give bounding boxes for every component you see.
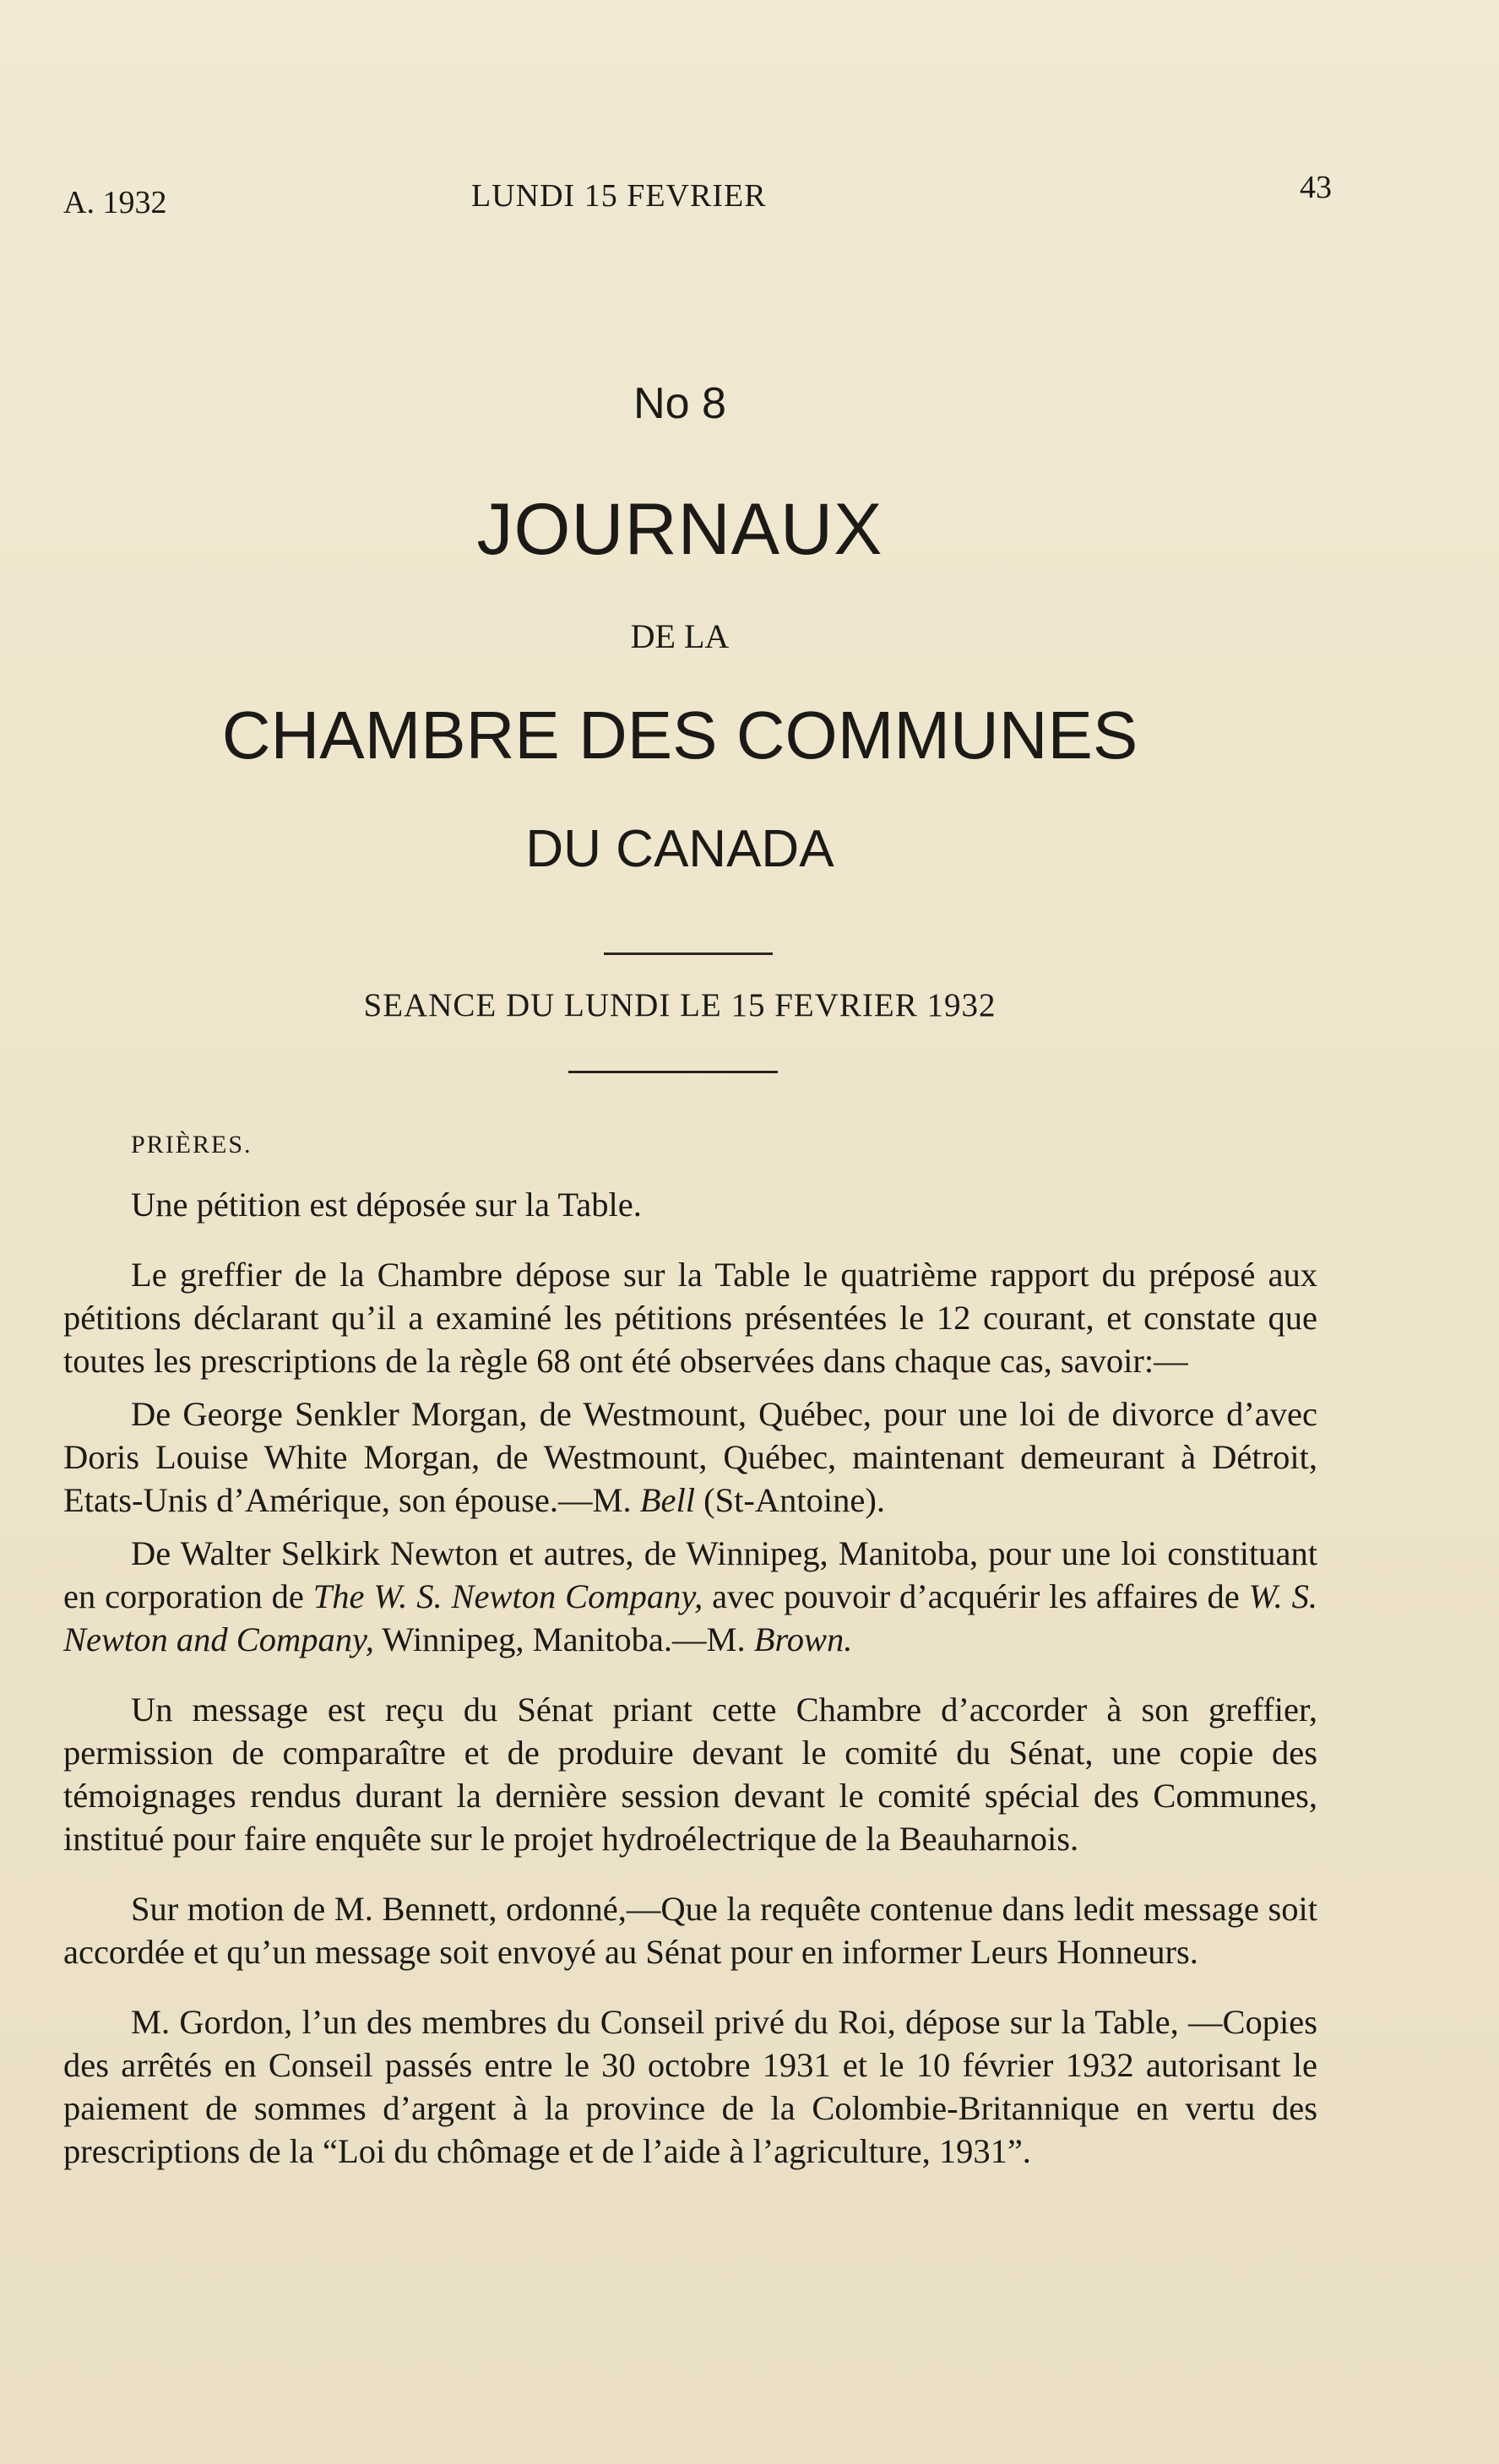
divider-top (604, 952, 773, 955)
motion-paragraph: Sur motion de M. Bennett, ordonné,—Que la requête contenue dans ledit message soit accordée et qu’un message soit envoyé au Sénat pour en informer Leurs Honneurs. (63, 1890, 1317, 1971)
seance-heading: SEANCE DU LUNDI LE 15 FEVRIER 1932 (363, 987, 997, 1023)
newton-company1: The W. S. Newton Company, (312, 1577, 703, 1615)
title-de-la: DE LA (630, 617, 730, 655)
running-header (63, 169, 1332, 220)
newton-company2: W. S. Newton and Company, (63, 1577, 1317, 1658)
journal-body (63, 1123, 1317, 2173)
gordon-paragraph: M. Gordon, l’un des membres du Conseil privé du Roi, dépose sur la Table, —Copies des arrêtés en Conseil passés entre le 30 octobre 1931 et le 10 février 1932 autorisant le paiement de sommes d’argent à la province de la Colombie-Britannique en vertu des prescriptions de la “Loi du chômage et de l’aide à l’agriculture, 1931”. (63, 2003, 1317, 2170)
prieres-heading: PRIÈRES. (131, 1131, 253, 1159)
newton-petition (63, 1532, 1317, 1661)
member-brown: Brown. (753, 1620, 853, 1658)
greffier-paragraph: Le greffier de la Chambre dépose sur la Table le quatrième rapport du préposé aux pétitions déclarant qu’il a examiné les pétitions présentées le 12 courant, et constate que toutes les prescriptions de la règle 68 ont été observées dans chaque cas, savoir:— (63, 1256, 1317, 1380)
morgan-petition (63, 1392, 1317, 1522)
petition-paragraph: Une pétition est déposée sur la Table. (131, 1186, 642, 1224)
morgan-text: De George Senkler Morgan, de Westmount, Québec, pour une loi de divorce d’avec Doris Louise White Morgan, de Westmount, Québec, maintenant demeurant à Détroit, Etats-Unis d’Amérique, son épouse.—M. (63, 1395, 1317, 1519)
title-chambre: CHAMBRE DES COMMUNES (221, 697, 1138, 773)
morgan-riding: (St-Antoine). (695, 1481, 885, 1519)
member-bell: Bell (639, 1481, 695, 1519)
title-journaux: JOURNAUX (476, 489, 883, 570)
header-year: A. 1932 (63, 185, 167, 220)
divider-bottom (568, 1071, 778, 1073)
senate-message-paragraph: Un message est reçu du Sénat priant cette Chambre d’accorder à son greffier, permission de comparaître et de produire devant le comité du Sénat, une copie des témoignages rendus durant la dernière session devant le comité spécial des Communes, institué pour faire enquête sur le projet hydroélectrique de la Beauharnois. (63, 1691, 1317, 1858)
journal-number: No 8 (633, 379, 726, 428)
title-canada: DU CANADA (525, 820, 834, 878)
newton-part2: avec pouvoir d’acquérir les affaires de (703, 1577, 1249, 1615)
page-number: 43 (1300, 170, 1332, 205)
header-date: LUNDI 15 FEVRIER (471, 178, 767, 214)
newton-part3: Winnipeg, Manitoba.—M. (373, 1620, 754, 1658)
newton-part1: De Walter Selkirk Newton et autres, de Winnipeg, Manitoba, pour une loi constituant en corporation de (63, 1534, 1317, 1615)
